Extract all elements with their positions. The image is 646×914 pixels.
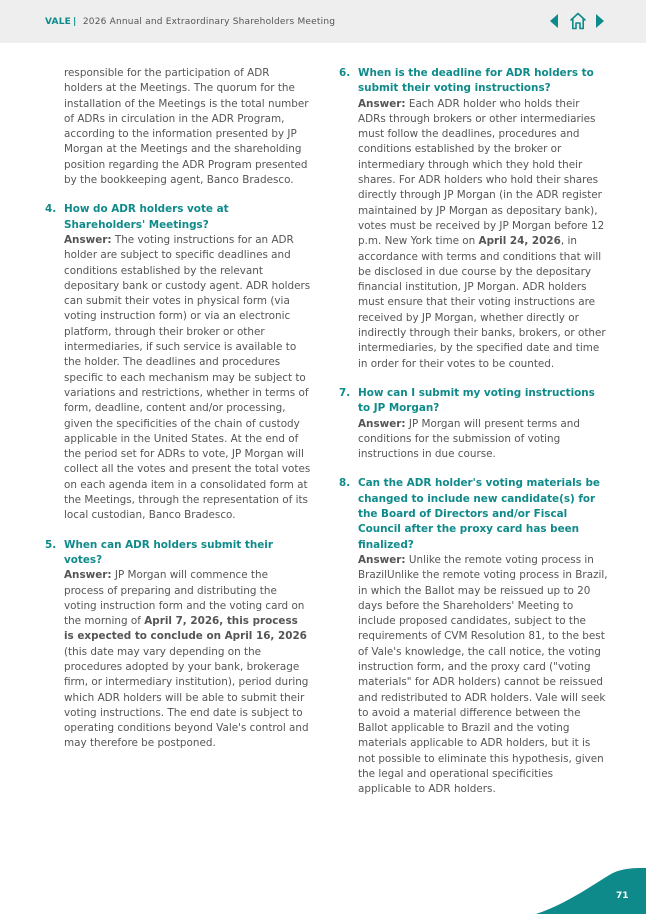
header-bar	[0, 0, 646, 43]
question-number: 7.	[339, 386, 351, 399]
question-text: How can I submit my voting instructions to JP Morgan?	[358, 386, 595, 415]
faq-question-4	[45, 202, 311, 233]
document-title: 2026 Annual and Extraordinary Shareholders Meeting	[82, 17, 336, 27]
faq-answer-5	[45, 568, 311, 752]
brand-name: VALE	[45, 17, 72, 27]
faq-item-5	[45, 538, 311, 752]
answer-text: Unlike the remote voting process in BrazilUnlike the remote voting process in Brazil, in which the Ballot may be reissued up to 20 days before the Shareholders' Meeting to include proposed candidates, subject to the requirements of CVM Resolution 81, to the best of Vale's knowledge, the call notice, the voting instruction form, and the proxy card ("voting materials" for ADR holders) cannot be reissued and redistributed to ADR holders. Vale will seek to avoid a material difference between the Ballot applicable to Brazil and the voting materials applicable to ADR holders, but it is not possible to eliminate this hypothesis, given the legal and operational specificities applicable to ADR holders.	[358, 553, 608, 796]
faq-item-7	[339, 386, 609, 462]
answer-label: Answer:	[64, 233, 112, 246]
intro-paragraph: responsible for the participation of ADR holders at the Meetings. The quorum for the installation of the Meetings is the total number of ADRs in circulation in the ADR Program, according to the information presented by JP Morgan at the Meetings and the shareholding position regarding the ADR Program presented by the bookkeeping agent, Banco Bradesco.	[64, 67, 309, 187]
question-number: 8.	[339, 477, 351, 490]
answer-text-continued: , in accordance with terms and conditions that will be disclosed in due course by the depositary financial institution, JP Morgan. ADR holders must ensure that their voting instructions are received by JP Morgan, whether directly or indirectly through their banks, brokers, or other intermediaries, by the specified date and time in order for their votes to be counted.	[358, 235, 606, 370]
faq-answer-8	[339, 553, 609, 798]
triangle-right-icon	[595, 11, 605, 31]
answer-text-continued: (this date may vary depending on the procedures adopted by your bank, brokerage firm, or intermediary institution), period during which ADR holders will be able to submit their voting instructions. The end date is subject to operating conditions beyond Vale's control and may therefore be postponed.	[64, 645, 309, 750]
faq-question-7	[339, 386, 609, 417]
question-text: How do ADR holders vote at Shareholders' Meetings?	[64, 203, 229, 231]
question-text: When can ADR holders submit their votes?	[64, 538, 273, 566]
question-number: 5.	[45, 538, 57, 551]
answer-emphasis: April 24, 2026	[478, 235, 561, 248]
footer-wave-decoration	[536, 868, 646, 914]
faq-answer-7	[339, 417, 609, 463]
faq-item-6	[339, 66, 609, 372]
triangle-left-icon	[549, 11, 559, 31]
right-column	[339, 66, 609, 798]
answer-text: JP Morgan will present terms and conditions for the submission of voting instructions in due course.	[358, 417, 580, 461]
faq-answer-6	[339, 97, 609, 372]
question-text: Can the ADR holder's voting materials be changed to include new candidate(s) for the Board of Directors and/or Fiscal Council after the proxy card has been finalized?	[358, 477, 600, 551]
page-number: 71	[616, 891, 629, 901]
brand-separator: |	[73, 17, 77, 27]
answer-label: Answer:	[358, 553, 406, 566]
answer-text: Each ADR holder who holds their ADRs through brokers or other intermediaries must follow the deadlines, procedures and conditions established by the broker or intermediary through which they hold their shares. For ADR holders who hold their shares directly through JP Morgan (in the ADR register maintained by JP Morgan as depositary bank), votes must be received by JP Morgan before 12 p.m. New York time on	[358, 97, 605, 248]
faq-answer-4	[45, 233, 311, 524]
answer-emphasis: April 7, 2026, this process is expected to conclude on April 16, 2026	[64, 615, 307, 643]
header-brand	[45, 17, 335, 27]
faq-question-8	[339, 476, 609, 552]
left-column	[45, 66, 311, 752]
question-number: 6.	[339, 67, 351, 79]
home-icon	[569, 11, 587, 31]
faq-question-6	[339, 66, 609, 97]
answer-text: The voting instructions for an ADR holder are subject to specific deadlines and conditions established by the relevant depositary bank or custody agent. ADR holders can submit their votes in physical form (via voting instruction form) or via an electronic platform, through their broker or other intermediaries, if such service is available to the holder. The deadlines and procedures specific to each mechanism may be subject to variations and restrictions, whether in terms of form, deadline, content and/or processing, given the specificities of the chain of custody applicable in the United States. At the end of the period set for ADRs to vote, JP Morgan will collect all the votes and present the total votes on each agenda item in a consolidated form at the Meetings, through the representation of its local custodian, Banco Bradesco.	[64, 233, 311, 522]
answer-text: JP Morgan will commence the process of preparing and distributing the voting instruction form and the voting card on the morning of	[64, 569, 305, 628]
answer-label: Answer:	[358, 97, 406, 110]
faq-item-4	[45, 202, 311, 523]
question-number: 4.	[45, 203, 57, 216]
faq-item-8	[339, 476, 609, 797]
answer-label: Answer:	[358, 417, 406, 430]
home-button[interactable]	[569, 11, 587, 31]
answer-label: Answer:	[64, 569, 112, 582]
next-page-button[interactable]	[595, 11, 605, 31]
faq-question-5	[45, 538, 311, 569]
question-text: When is the deadline for ADR holders to submit their voting instructions?	[358, 67, 594, 95]
previous-page-button[interactable]	[549, 11, 559, 31]
